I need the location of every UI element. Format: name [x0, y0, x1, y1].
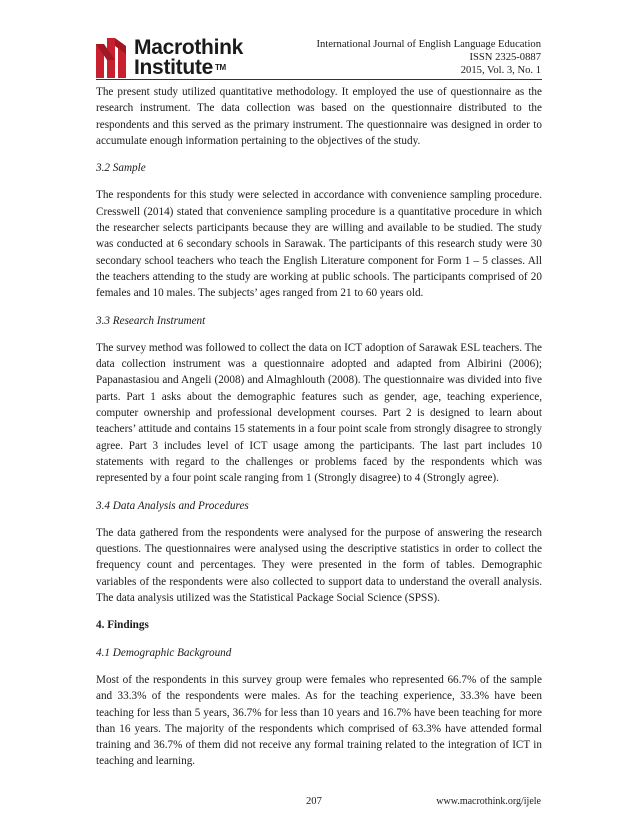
section-heading-demographic: 4.1 Demographic Background [96, 646, 232, 659]
header-divider [96, 79, 542, 80]
trademark-mark: TM [214, 63, 226, 72]
paragraph-sample: The respondents for this study were selected in accordance with convenience sampling procedure. Cresswell (2014) stated that convenience sampling procedure is a quantitative procedure in which the researcher selects participants because they are willing and available to be studied. The study was conducted at 6 secondary schools in Sarawak. The participants of this research study were 30 secondary school teachers who teach the English Literature component for Form 1 – 5 classes. All the teachers attending to the study are working at public schools. The participants comprised of 20 females and 10 males. The subjects’ ages ranged from 21 to 60 years old. [96, 189, 542, 300]
logo-line-1: Macrothink [134, 36, 244, 59]
footer-url: www.macrothink.org/ijele [436, 796, 541, 807]
section-heading-instrument: 3.3 Research Instrument [96, 314, 206, 327]
paragraph-demographic: Most of the respondents in this survey group were females who represented 66.7% of the sample and 33.3% of the respondents were males. As for the teaching experience, 33.3% have been teaching for less than 5 years, 36.7% for less than 10 years and 16.7% have been teaching for more than 16 years. The majority of the respondents which comprised of 63.3% have attended formal training and 36.7% of them did not receive any formal training related to the integration of ICT in teaching and learning. [96, 673, 542, 768]
logo-line-2 [134, 58, 243, 78]
logo-line-2-text: Institute [134, 56, 213, 79]
section-heading-findings: 4. Findings [96, 619, 149, 632]
paragraph-instrument: The survey method was followed to collect the data on ICT adoption of Sarawak ESL teachers. The data collection instrument was a questionnaire adopted and adapted from Albirini (2006); Papanastasiou and Angeli (2008) and Almaghlouth (2008). The questionnaire was divided into five parts. Part 1 asks about the demographic features such as gender, age, teaching experience, computer ownership and professional development courses. Part 2 is designed to learn about teachers’ attitude and contains 15 statements in a four point scale from strongly disagree to strongly agree. Part 3 includes level of ICT usage among the participants. The last part includes 10 statements with regard to the challenges or problems faced by the respondents which was represented by a four point scale ranging from 1 (Strongly disagree) to 4 (Strongly agree). [96, 341, 542, 485]
page-number: 207 [306, 796, 322, 807]
paragraph-methodology: The present study utilized quantitative methodology. It employed the use of questionnaire as the research instrument. The data collection was based on the questionnaire distributed to the respondents and this served as the primary instrument. The questionnaire was designed in order to accumulate enough information pertaining to the objectives of the study. [96, 86, 542, 147]
macrothink-logo [96, 38, 276, 80]
paragraph-analysis: The data gathered from the respondents were analysed for the purpose of answering the research questions. The questionnaires were analysed using the descriptive statistics in order to collect the frequency count and percentages. They were presented in the form of tables. Demographic variables of the respondents were also collected to support data to understand the overall analysis. The data analysis utilized was the Statistical Package Social Science (SPSS). [96, 526, 542, 605]
section-heading-analysis: 3.4 Data Analysis and Procedures [96, 499, 249, 512]
section-heading-sample: 3.2 Sample [96, 162, 146, 175]
journal-volume: 2015, Vol. 3, No. 1 [460, 65, 541, 76]
journal-issn: ISSN 2325-0887 [469, 52, 541, 63]
article-body [96, 84, 542, 770]
journal-title: International Journal of English Language Education [316, 39, 541, 50]
journal-info [317, 38, 541, 77]
macrothink-logo-icon [96, 38, 132, 78]
